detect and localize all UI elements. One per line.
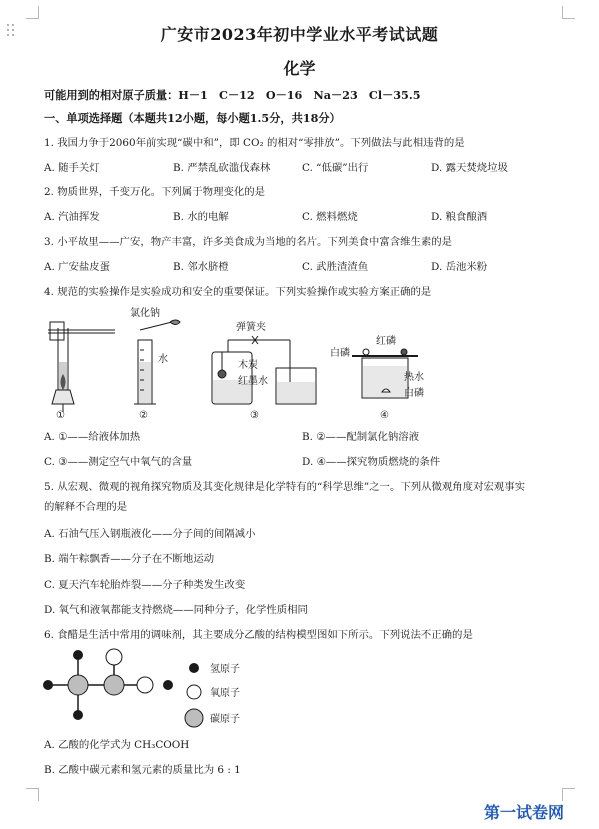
legend-oxygen-icon — [187, 685, 201, 699]
q1-option-c: C. “低碳”出行 — [302, 162, 369, 174]
section-heading: 一、单项选择题（本题共12小题，每小题1.5分，共18分） — [44, 111, 341, 125]
q4-option-c: C. ③——测定空气中氧气的含量 — [44, 456, 193, 468]
q1-option-d: D. 露天焚烧垃圾 — [431, 162, 508, 174]
legend-oxygen: 氧原子 — [210, 688, 240, 699]
apparatus-1 — [48, 322, 115, 412]
legend-carbon: 碳原子 — [210, 714, 240, 725]
question-2-stem: 2. 物质世界，千变万化。下列属于物理变化的是 — [44, 186, 266, 198]
exam-title: 广安市2023年初中学业水平考试试题 — [160, 25, 439, 44]
oxygen-atom — [137, 677, 153, 693]
oxygen-atom — [106, 649, 122, 665]
q4-option-a: A. ①——给液体加热 — [44, 431, 141, 443]
acetic-acid-model — [0, 640, 599, 735]
label-white-phosphorus-top: 白磷 — [330, 348, 350, 359]
label-red-ink: 红墨水 — [238, 376, 268, 387]
apparatus-4-number: ④ — [380, 410, 389, 421]
q5-option-b: B. 端午粽飘香——分子在不断地运动 — [44, 553, 215, 565]
label-water: 水 — [158, 354, 168, 365]
question-5-stem-line2: 的解释不合理的是 — [44, 501, 128, 513]
q5-option-c: C. 夏天汽车轮胎炸裂——分子种类发生改变 — [44, 579, 246, 591]
subject-title: 化学 — [283, 59, 316, 78]
hydrogen-atom — [73, 710, 83, 720]
apparatus-3-number: ③ — [250, 410, 259, 421]
legend-hydrogen-icon — [189, 663, 199, 673]
atomic-mass-line: 可能用到的相对原子质量：H－1 C－12 O－16 Na－23 Cl－35.5 — [44, 88, 421, 102]
crop-mark — [26, 6, 39, 19]
question-4-stem: 4. 规范的实验操作是实验成功和安全的重要保证。下列实验操作或实验方案正确的是 — [44, 286, 432, 298]
q3-option-c: C. 武胜渣渣鱼 — [302, 261, 369, 273]
carbon-atom — [68, 675, 88, 695]
legend-hydrogen: 氢原子 — [210, 664, 240, 675]
q6-option-a: A. 乙酸的化学式为 CH₃COOH — [44, 739, 190, 751]
crop-mark — [26, 788, 39, 801]
hydrogen-atom — [73, 650, 83, 660]
q1-option-b: B. 严禁乱砍滥伐森林 — [173, 162, 271, 174]
crop-mark — [562, 6, 575, 19]
q2-option-b: B. 水的电解 — [173, 211, 229, 223]
q3-option-b: B. 邻水脐橙 — [173, 261, 229, 273]
q5-option-a: A. 石油气压入钢瓶液化——分子间的间隔减小 — [44, 528, 256, 540]
apparatus-1-number: ① — [56, 410, 65, 421]
apparatus-2-number: ② — [139, 410, 148, 421]
question-5-stem-line1: 5. 从宏观、微观的视角探究物质及其变化规律是化学特有的“科学思维”之一。下列从微观角度对宏观事实 — [44, 481, 526, 493]
label-white-phosphorus-bottom: 白磷 — [404, 388, 424, 399]
q4-option-d: D. ④——探究物质燃烧的条件 — [302, 456, 441, 468]
label-red-phosphorus: 红磷 — [376, 336, 396, 347]
hydrogen-atom — [43, 680, 53, 690]
q2-option-d: D. 粮食酿酒 — [431, 211, 488, 223]
q2-option-c: C. 燃料燃烧 — [302, 211, 358, 223]
question-3-stem: 3. 小平故里——广安，物产丰富，许多美食成为当地的名片。下列美食中富含维生素的是 — [44, 236, 453, 248]
apparatus-2 — [134, 320, 180, 404]
hydrogen-atom — [163, 680, 173, 690]
legend-carbon-icon — [185, 709, 203, 727]
label-charcoal: 木炭 — [238, 360, 258, 371]
question-6-stem: 6. 食醋是生活中常用的调味剂，其主要成分乙酸的结构模型图如下所示。下列说法不正确的是 — [44, 629, 473, 641]
label-hot-water: 热水 — [404, 372, 424, 383]
q6-option-b: B. 乙酸中碳元素和氢元素的质量比为 6 : 1 — [44, 764, 241, 776]
q1-option-a: A. 随手关灯 — [44, 162, 100, 174]
q4-option-b: B. ②——配制氯化钠溶液 — [302, 431, 420, 443]
label-sodium-chloride: 氯化钠 — [130, 308, 160, 319]
q3-option-a: A. 广安盐皮蛋 — [44, 261, 111, 273]
q3-option-d: D. 岳池米粉 — [431, 261, 488, 273]
carbon-atom — [104, 675, 124, 695]
q2-option-a: A. 汽油挥发 — [44, 211, 100, 223]
apparatus-3 — [212, 336, 316, 404]
lab-apparatus-figure — [0, 300, 599, 430]
model-bonds — [48, 655, 148, 715]
site-logo: 第一试卷网 — [484, 803, 565, 822]
q5-option-d: D. 氧气和液氧都能支持燃烧——同种分子，化学性质相同 — [44, 604, 308, 616]
question-1-stem: 1. 我国力争于2060年前实现“碳中和”，即 CO₂ 的相对“零排放”。下列做法与此相违背的是 — [44, 137, 465, 149]
label-spring-clamp: 弹簧夹 — [236, 322, 266, 333]
